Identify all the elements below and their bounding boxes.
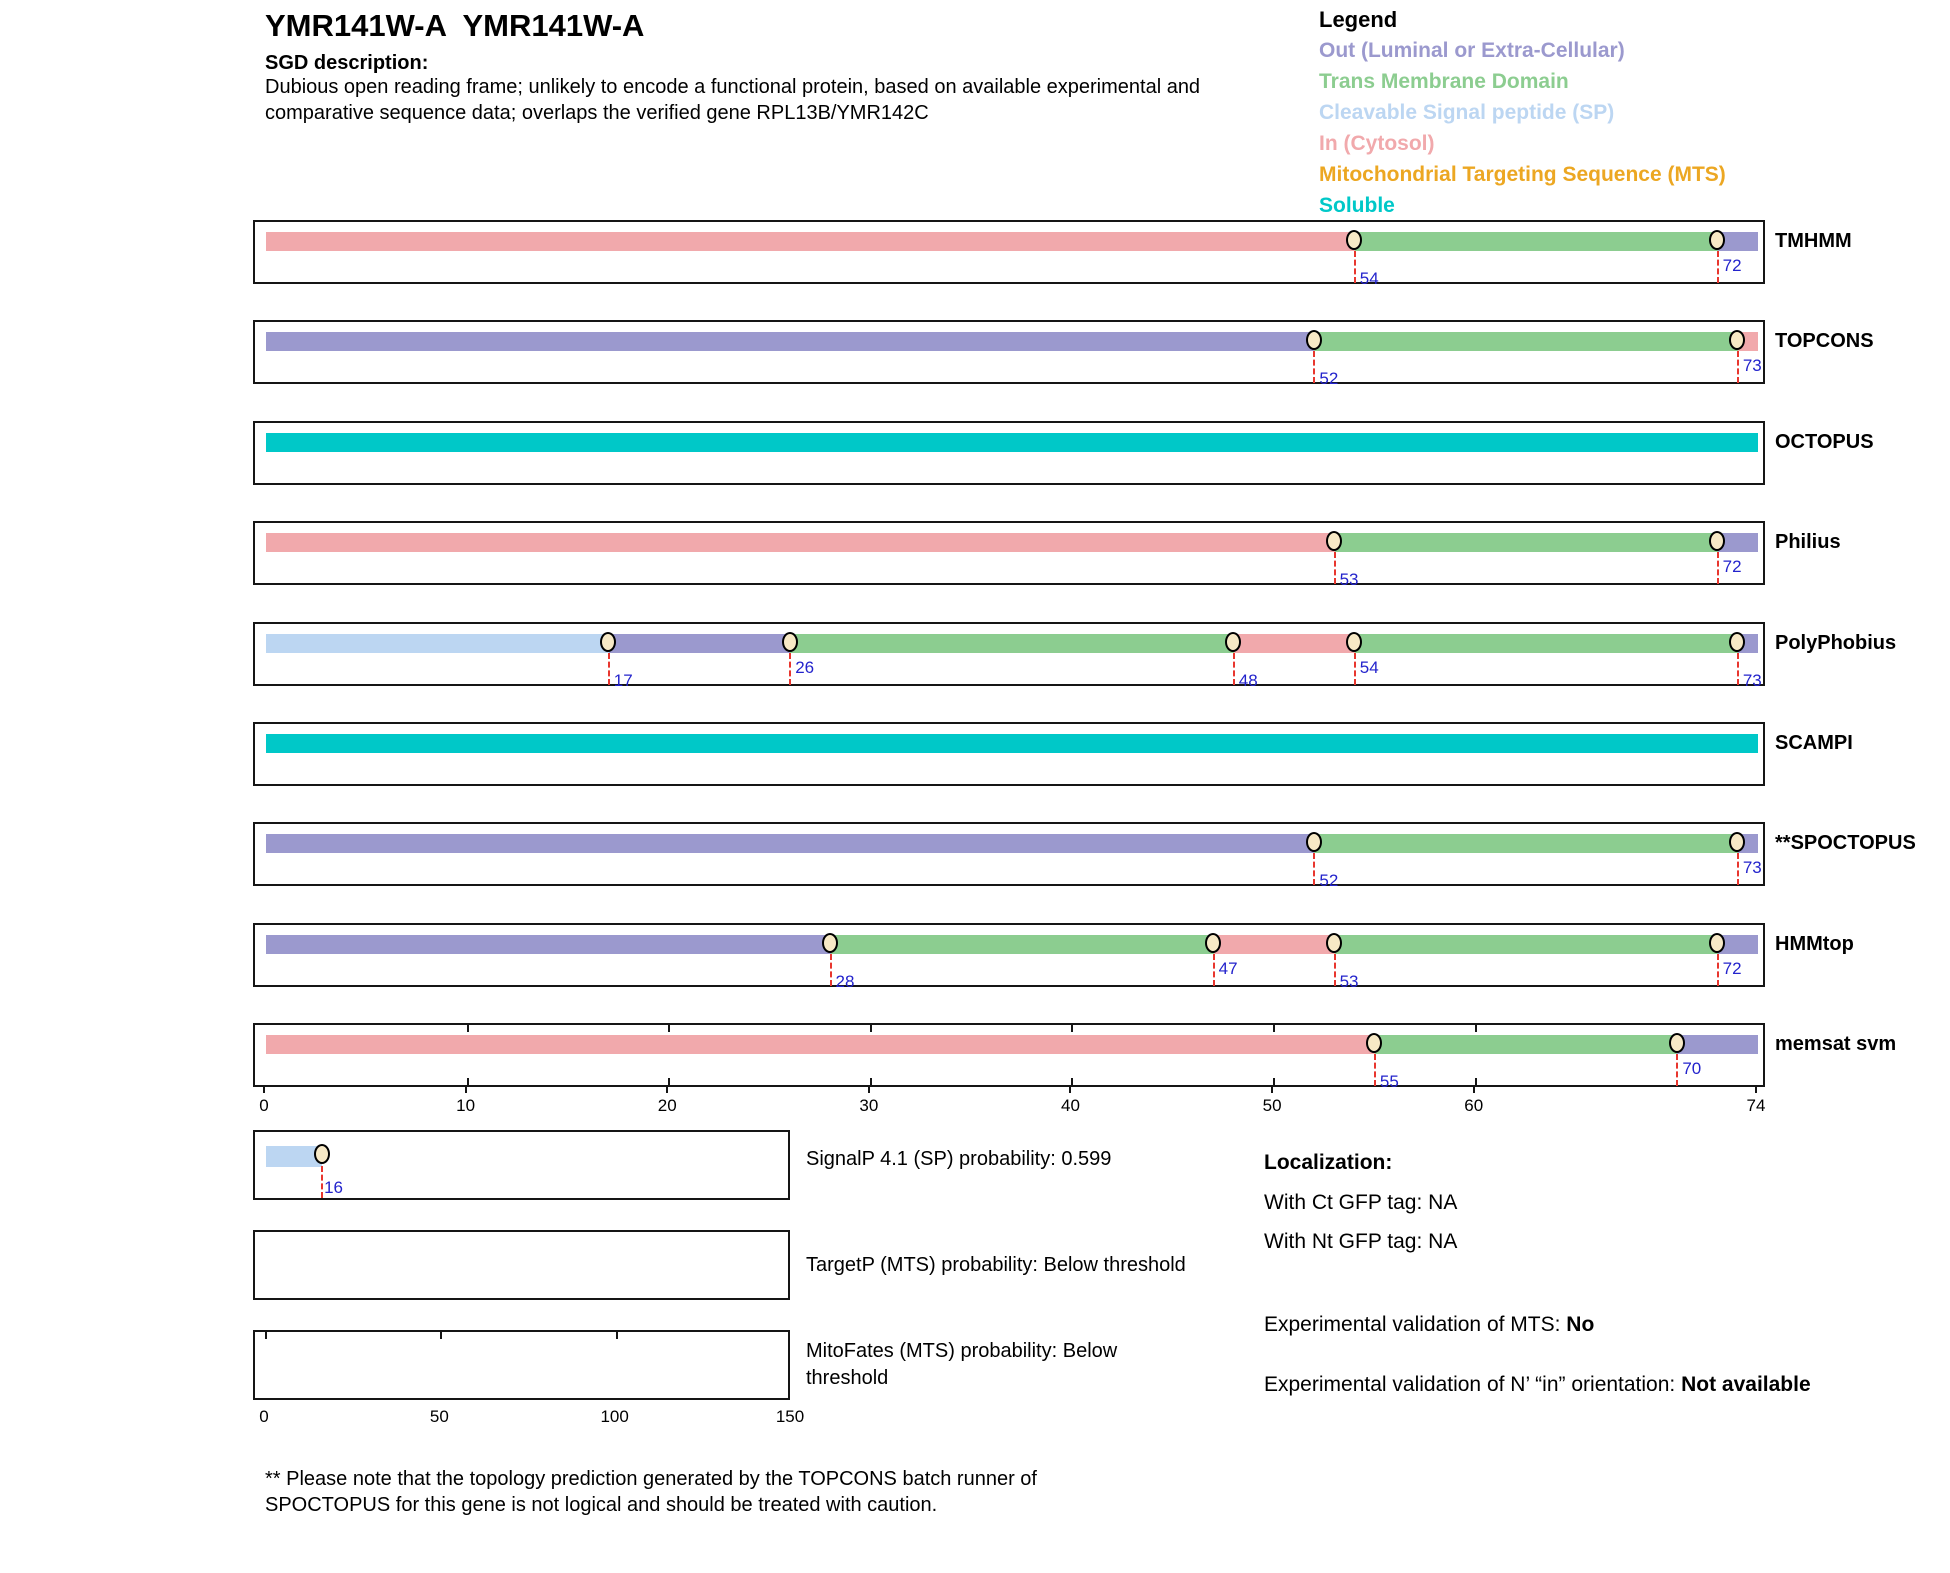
boundary-label: 53 (1339, 972, 1359, 991)
track-name-label: Philius (1775, 531, 1841, 553)
track-box-hmmtop (253, 923, 1765, 991)
axis-tick (1271, 1086, 1273, 1093)
topology-marker (1326, 531, 1342, 551)
track-box--spoctopus (253, 822, 1765, 890)
panel-axis-tick-label: 0 (259, 1407, 269, 1426)
marker-line (1334, 954, 1336, 986)
axis-inner-tick (1071, 1025, 1073, 1032)
legend-item-tm: Trans Membrane Domain (1319, 70, 1569, 93)
topology-marker (782, 632, 798, 652)
mts-validation-value: No (1566, 1313, 1595, 1336)
orientation-validation-label: Experimental validation of N’ “in” orientation: (1264, 1373, 1682, 1396)
boundary-label: 73 (1742, 356, 1762, 375)
axis-inner-tick (668, 1078, 670, 1085)
axis-inner-tick (870, 1025, 872, 1032)
track-segment-in (266, 1035, 1375, 1054)
track-box-topcons (253, 320, 1765, 388)
track-segment-in (266, 533, 1335, 552)
track-segment-soluble (266, 734, 1758, 753)
axis-inner-tick (467, 1025, 469, 1032)
legend-item-in: In (Cytosol) (1319, 132, 1435, 155)
boundary-label: 54 (1359, 269, 1379, 288)
track-name-label: TOPCONS (1775, 330, 1874, 352)
track-segment-sp (266, 634, 609, 653)
topology-marker (1326, 933, 1342, 953)
sgd-description-text: Dubious open reading frame; unlikely to encode a functional protein, based on available experimental and comparative sequence data; overlaps the verified gene RPL13B/YMR142C (265, 76, 1201, 124)
boundary-label: 52 (1319, 369, 1339, 388)
marker-line (1354, 653, 1356, 685)
track-segment-out (266, 834, 1314, 853)
axis-tick-label: 60 (1464, 1096, 1484, 1115)
track-segment-tm (1335, 935, 1718, 954)
panel-axis-tick-label: 100 (600, 1407, 629, 1426)
track-segment-tm (1314, 332, 1737, 351)
orientation-validation-value: Not available (1681, 1373, 1811, 1396)
legend-item-out: Out (Luminal or Extra-Cellular) (1319, 39, 1625, 62)
marker-line (830, 954, 832, 986)
axis-tick (1755, 1086, 1757, 1093)
track-name-label: **SPOCTOPUS (1775, 832, 1916, 854)
topology-marker (822, 933, 838, 953)
marker-line (1334, 552, 1336, 584)
marker-line (1354, 251, 1356, 283)
boundary-label: 55 (1379, 1072, 1399, 1091)
boundary-label: 72 (1722, 557, 1742, 576)
panel-box-mitofates (253, 1330, 790, 1400)
boundary-label: 52 (1319, 871, 1339, 890)
axis-tick (263, 1086, 265, 1093)
track-box-memsat-svm (253, 1023, 1765, 1091)
footnote: ** Please note that the topology prediction generated by the TOPCONS batch runner of SPOCTOPUS for this gene is not logical and should be treated with caution. (265, 1468, 1037, 1516)
marker-line (1213, 954, 1215, 986)
gfp-ct-line: With Ct GFP tag: NA (1264, 1191, 1458, 1214)
boundary-label: 48 (1238, 671, 1258, 690)
track-segment-tm (1375, 1035, 1677, 1054)
axis-inner-tick (467, 1078, 469, 1085)
panel-label-targetp: TargetP (MTS) probability: Below threshold (806, 1254, 1186, 1276)
legend-item-sp: Cleavable Signal peptide (SP) (1319, 101, 1615, 124)
track-name-label: PolyPhobius (1775, 632, 1897, 654)
track-segment-tm (790, 634, 1234, 653)
axis-inner-tick (668, 1025, 670, 1032)
boundary-label: 16 (324, 1178, 344, 1197)
topology-marker (314, 1144, 330, 1164)
marker-line (789, 653, 791, 685)
panel-label-mitofates: MitoFates (MTS) probability: Below threshold (806, 1340, 1118, 1389)
axis-tick (1473, 1086, 1475, 1093)
marker-line (321, 1166, 323, 1198)
legend-items (1319, 35, 1726, 221)
axis-inner-tick (1273, 1025, 1275, 1032)
track-segment-out (609, 634, 790, 653)
axis-tick-label: 74 (1746, 1096, 1766, 1115)
track-box-tmhmm (253, 220, 1765, 288)
mts-validation-label: Experimental validation of MTS: (1264, 1313, 1567, 1336)
marker-line (1717, 954, 1719, 986)
axis-inner-tick (616, 1332, 618, 1339)
axis-tick-label: 50 (1262, 1096, 1282, 1115)
boundary-label: 26 (795, 658, 815, 677)
boundary-label: 73 (1742, 671, 1762, 690)
marker-line (1717, 251, 1719, 283)
track-box-philius (253, 521, 1765, 589)
topology-marker (1669, 1033, 1685, 1053)
axis-tick-label: 0 (259, 1096, 269, 1115)
track-name-label: SCAMPI (1775, 732, 1853, 754)
marker-line (1737, 653, 1739, 685)
track-segment-in (266, 232, 1355, 251)
track-segment-tm (1314, 834, 1737, 853)
marker-line (1737, 853, 1739, 885)
axis-tick (868, 1086, 870, 1093)
panel-axis-tick-label: 50 (429, 1407, 449, 1426)
boundary-label: 47 (1218, 959, 1238, 978)
mts-validation-line (1264, 1310, 1594, 1339)
axis-tick-label: 30 (859, 1096, 879, 1115)
track-segment-in (1234, 634, 1355, 653)
track-box-scampi (253, 722, 1765, 786)
page-title: YMR141W-A YMR141W-A (265, 8, 645, 43)
track-segment-tm (831, 935, 1214, 954)
panel-axis-tick-label: 150 (775, 1407, 805, 1426)
marker-line (608, 653, 610, 685)
axis-tick (465, 1086, 467, 1093)
axis-inner-tick (1273, 1078, 1275, 1085)
track-segment-out (266, 935, 831, 954)
topology-marker (1306, 330, 1322, 350)
marker-line (1676, 1054, 1678, 1086)
axis-inner-tick (1475, 1078, 1477, 1085)
axis-tick-label: 20 (657, 1096, 677, 1115)
marker-line (1374, 1054, 1376, 1086)
legend-title: Legend (1319, 7, 1398, 32)
boundary-label: 73 (1742, 858, 1762, 877)
boundary-label: 53 (1339, 570, 1359, 589)
axis-tick (1069, 1086, 1071, 1093)
track-segment-tm (1355, 232, 1718, 251)
marker-line (1313, 351, 1315, 383)
localization-title: Localization: (1264, 1151, 1393, 1174)
marker-line (1737, 351, 1739, 383)
gfp-nt-line: With Nt GFP tag: NA (1264, 1230, 1458, 1253)
marker-line (1717, 552, 1719, 584)
track-name-label: OCTOPUS (1775, 431, 1874, 453)
panel-label-signalp: SignalP 4.1 (SP) probability: 0.599 (806, 1148, 1112, 1170)
axis-tick-label: 10 (456, 1096, 476, 1115)
boundary-label: 54 (1359, 658, 1379, 677)
panel-box-targetp (253, 1230, 790, 1300)
track-name-label: memsat svm (1775, 1033, 1897, 1055)
axis-inner-tick (870, 1078, 872, 1085)
boundary-label: 28 (835, 972, 855, 991)
axis-inner-tick (1475, 1025, 1477, 1032)
track-name-label: TMHMM (1775, 230, 1852, 252)
axis-inner-tick (265, 1332, 267, 1339)
marker-line (1313, 853, 1315, 885)
legend-item-soluble: Soluble (1319, 194, 1395, 217)
track-segment-out (266, 332, 1314, 351)
topology-marker (1205, 933, 1221, 953)
boundary-label: 72 (1722, 256, 1742, 275)
track-segment-tm (1355, 634, 1738, 653)
track-segment-tm (1335, 533, 1718, 552)
panel-box-signalp (253, 1130, 790, 1200)
axis-tick (666, 1086, 668, 1093)
sgd-description-label: SGD description: (265, 52, 429, 74)
orientation-validation-line (1264, 1370, 1820, 1399)
axis-tick-label: 40 (1061, 1096, 1080, 1115)
legend-item-mts: Mitochondrial Targeting Sequence (MTS) (1319, 163, 1726, 186)
topology-marker (1306, 832, 1322, 852)
track-box-octopus (253, 421, 1765, 485)
boundary-label: 70 (1682, 1059, 1702, 1078)
track-segment-soluble (266, 433, 1758, 452)
axis-inner-tick (440, 1332, 442, 1339)
legend (1319, 5, 1726, 221)
track-box-polyphobius (253, 622, 1765, 690)
boundary-label: 72 (1722, 959, 1742, 978)
boundary-label: 17 (613, 671, 633, 690)
track-name-label: HMMtop (1775, 933, 1854, 955)
track-segment-out (1677, 1035, 1758, 1054)
axis-inner-tick (1071, 1078, 1073, 1085)
marker-line (1233, 653, 1235, 685)
track-segment-in (1214, 935, 1335, 954)
